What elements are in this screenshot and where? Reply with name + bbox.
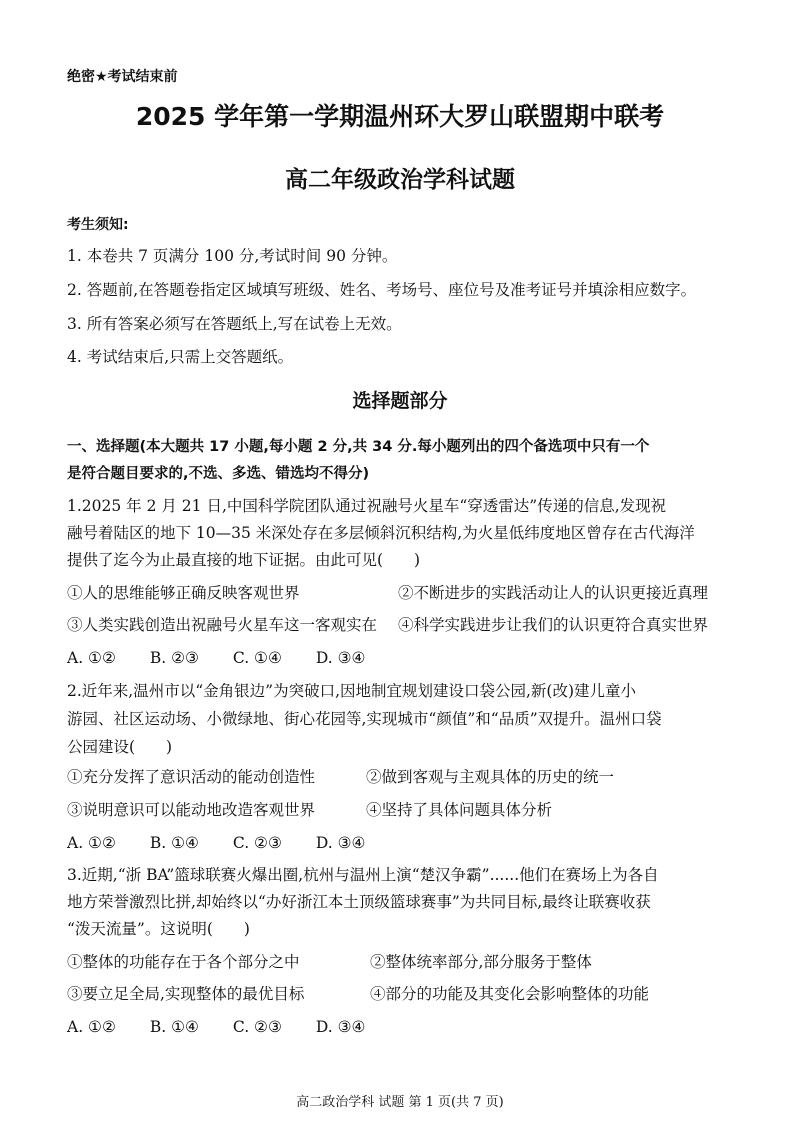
question-3-option: ③要立足全局,实现整体的最优目标 — [67, 985, 305, 1003]
notice-item: 1. 本卷共 7 页满分 100 分,考试时间 90 分钟。 — [67, 247, 398, 265]
notice-heading: 考生须知: — [67, 217, 129, 233]
notice-item: 3. 所有答案必须写在答题纸上,写在试卷上无效。 — [67, 315, 402, 333]
question-2-choices — [67, 832, 399, 854]
question-1-option: ②不断进步的实践活动让人的认识更接近真理 — [398, 584, 709, 602]
exam-subtitle: 高二年级政治学科试题 — [285, 166, 515, 193]
choice-b[interactable]: B. ①④ — [149, 1018, 199, 1036]
question-2-option: ①充分发挥了意识活动的能动创造性 — [67, 768, 316, 786]
question-1-stem: 1.2025 年 2 月 21 日,中国科学院团队通过祝融号火星车“穿透雷达”传递的信息,发现祝 — [67, 497, 667, 515]
choice-c[interactable]: C. ②③ — [232, 1018, 282, 1036]
question-1-option: ④科学实践进步让我们的认识更符合真实世界 — [398, 616, 709, 634]
question-2-stem: 2.近年来,温州市以“金角银边”为突破口,因地制宜规划建设口袋公园,新(改)建儿童小 — [67, 682, 637, 700]
notice-item: 4. 考试结束后,只需上交答题纸。 — [67, 348, 294, 366]
question-2-stem: 公园建设( ) — [67, 738, 173, 756]
question-3-option: ①整体的功能存在于各个部分之中 — [67, 953, 300, 971]
question-3-stem: 3.近期,“浙 BA”篮球联赛火爆出圈,杭州与温州上演“楚汉争霸”......他们在赛场上为各自 — [67, 866, 659, 884]
question-2-stem: 游园、社区运动场、小微绿地、街心花园等,实现城市“颜值”和“品质”双提升。温州口袋 — [67, 710, 662, 728]
section-instruction: 是符合题目要求的,不选、多选、错选均不得分) — [67, 466, 370, 482]
question-3-option: ②整体统率部分,部分服务于整体 — [370, 953, 592, 971]
choice-d[interactable]: D. ③④ — [315, 1018, 366, 1036]
section-title: 选择题部分 — [352, 390, 448, 412]
choice-a[interactable]: A. ①② — [67, 649, 116, 667]
question-1-stem: 融号着陆区的地下 10—35 米深处存在多层倾斜沉积结构,为火星低纬度地区曾存在古代海洋 — [67, 524, 695, 542]
question-3-option: ④部分的功能及其变化会影响整体的功能 — [370, 985, 650, 1003]
page-footer: 高二政治学科 试题 第 1 页(共 7 页) — [296, 1095, 504, 1110]
question-1-stem: 提供了迄今为止最直接的地下证据。由此可见( ) — [67, 551, 421, 569]
confidential-label: 绝密★考试结束前 — [67, 69, 178, 85]
section-instruction: 一、选择题(本大题共 17 小题,每小题 2 分,共 34 分.每小题列出的四个备选项中只有一个 — [67, 439, 650, 455]
choice-d[interactable]: D. ③④ — [315, 834, 366, 852]
question-3-stem: 地方荣誉激烈比拼,却始终以“办好浙江本土顶级篮球赛事”为共同目标,最终让联赛收获 — [67, 893, 651, 911]
question-1-option: ①人的思维能够正确反映客观世界 — [67, 584, 300, 602]
choice-b[interactable]: B. ②③ — [149, 649, 199, 667]
question-2-option: ②做到客观与主观具体的历史的统一 — [366, 768, 615, 786]
question-3-stem: “泼天流量”。这说明( ) — [67, 920, 250, 938]
question-1-choices — [67, 647, 399, 669]
exam-title: 2025 学年第一学期温州环大罗山联盟期中联考 — [135, 102, 665, 131]
choice-d[interactable]: D. ③④ — [315, 649, 366, 667]
choice-a[interactable]: A. ①② — [67, 1018, 116, 1036]
choice-a[interactable]: A. ①② — [67, 834, 116, 852]
question-2-option: ④坚持了具体问题具体分析 — [366, 801, 553, 819]
choice-c[interactable]: C. ①④ — [232, 649, 282, 667]
question-3-choices — [67, 1016, 399, 1038]
question-2-option: ③说明意识可以能动地改造客观世界 — [67, 801, 316, 819]
notice-item: 2. 答题前,在答题卷指定区域填写班级、姓名、考场号、座位号及准考证号并填涂相应数字。 — [67, 281, 697, 299]
question-1-option: ③人类实践创造出祝融号火星车这一客观实在 — [67, 616, 378, 634]
choice-b[interactable]: B. ①④ — [149, 834, 199, 852]
choice-c[interactable]: C. ②③ — [232, 834, 282, 852]
